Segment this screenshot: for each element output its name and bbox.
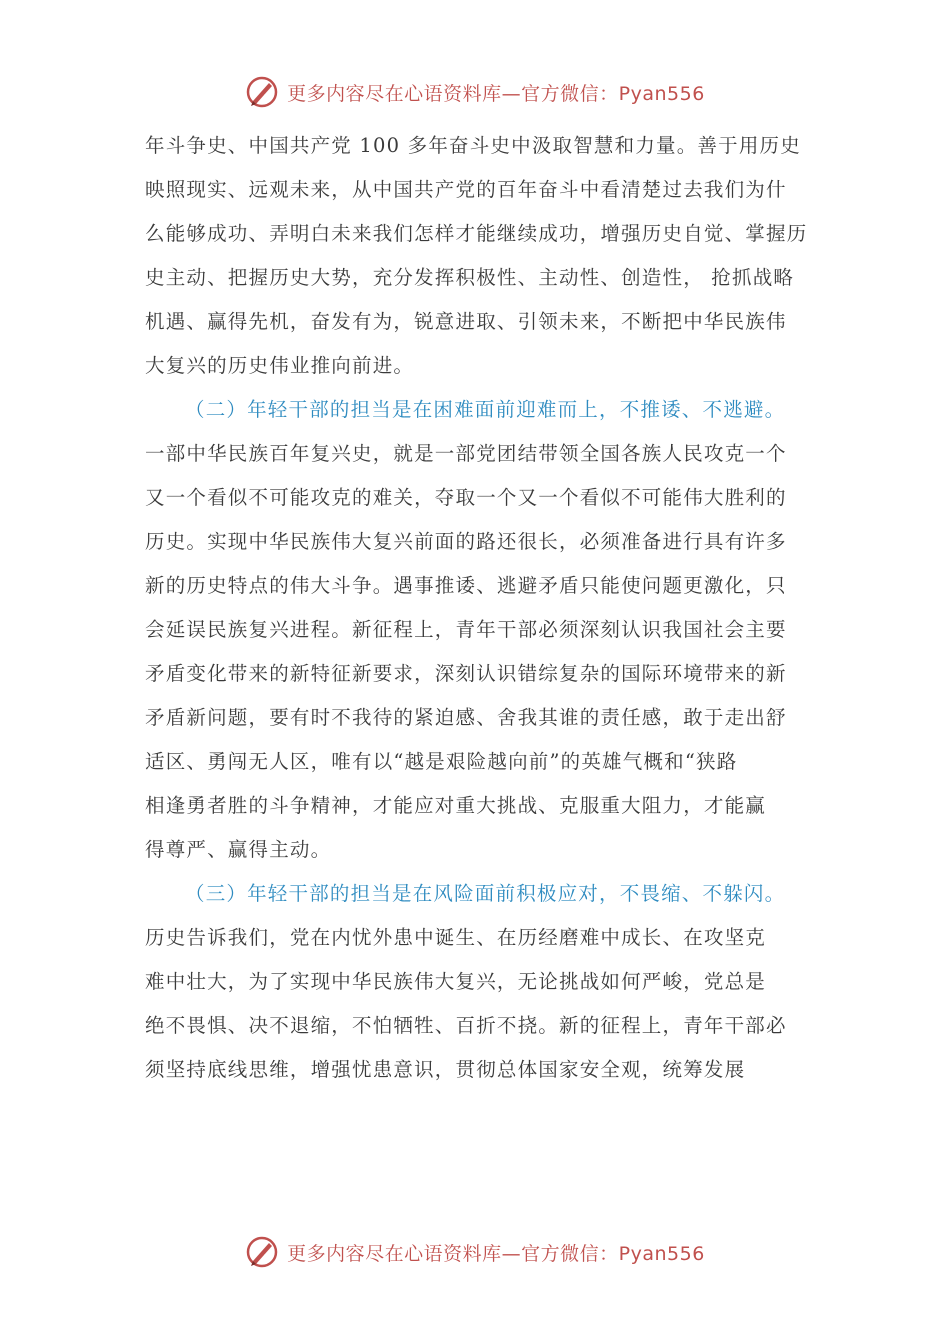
pen-seal-logo-icon xyxy=(245,1235,279,1269)
document-body xyxy=(145,124,825,1092)
text-line: 新的历史特点的伟大斗争。遇事推诿、逃避矛盾只能使问题更激化，只 xyxy=(145,574,787,597)
text-line: 历史告诉我们，党在内忧外患中诞生、在历经磨难中成长、在攻坚克 xyxy=(145,926,767,949)
section-heading-3: （三）年轻干部的担当是在风险面前积极应对，不畏缩、不躲闪。 xyxy=(185,882,786,905)
text-line: 映照现实、远观未来，从中国共产党的百年奋斗中看清楚过去我们为什 xyxy=(145,178,787,201)
header-banner-text: 更多内容尽在心语资料库—官方微信：Pyan556 xyxy=(287,82,705,105)
text-line: 史主动、把握历史大势，充分发挥积极性、主动性、创造性， 抢抓战略 xyxy=(145,266,795,289)
header-banner xyxy=(0,72,950,112)
text-line: 机遇、赢得先机，奋发有为，锐意进取、引领未来，不断把中华民族伟 xyxy=(145,310,787,333)
text-line: 又一个看似不可能攻克的难关，夺取一个又一个看似不可能伟大胜利的 xyxy=(145,486,787,509)
section-heading-2: （二）年轻干部的担当是在困难面前迎难而上，不推诿、不逃避。 xyxy=(185,398,786,421)
text-line: 么能够成功、弄明白未来我们怎样才能继续成功，增强历史自觉、掌握历 xyxy=(145,222,808,245)
text-line: 适区、勇闯无人区，唯有以“越是艰险越向前”的英雄气概和“狭路 xyxy=(145,750,738,773)
text-line: 绝不畏惧、决不退缩，不怕牺牲、百折不挠。新的征程上，青年干部必 xyxy=(145,1014,787,1037)
text-line: 难中壮大，为了实现中华民族伟大复兴，无论挑战如何严峻，党总是 xyxy=(145,970,767,993)
footer-banner-text: 更多内容尽在心语资料库—官方微信：Pyan556 xyxy=(287,1242,705,1265)
pen-seal-logo-icon xyxy=(245,75,279,109)
text-line: 年斗争史、中国共产党 100 多年奋斗史中汲取智慧和力量。善于用历史 xyxy=(145,134,801,157)
text-line: 历史。实现中华民族伟大复兴前面的路还很长，必须准备进行具有许多 xyxy=(145,530,787,553)
text-line: 得尊严、赢得主动。 xyxy=(145,838,332,861)
text-line: 会延误民族复兴进程。新征程上，青年干部必须深刻认识我国社会主要 xyxy=(145,618,787,641)
footer-banner xyxy=(0,1232,950,1272)
text-line: 矛盾变化带来的新特征新要求，深刻认识错综复杂的国际环境带来的新 xyxy=(145,662,787,685)
text-line: 矛盾新问题，要有时不我待的紧迫感、舍我其谁的责任感，敢于走出舒 xyxy=(145,706,787,729)
text-line: 大复兴的历史伟业推向前进。 xyxy=(145,354,415,377)
text-line: 相逢勇者胜的斗争精神，才能应对重大挑战、克服重大阻力，才能赢 xyxy=(145,794,767,817)
text-line: 一部中华民族百年复兴史，就是一部党团结带领全国各族人民攻克一个 xyxy=(145,442,787,465)
text-line: 须坚持底线思维，增强忧患意识，贯彻总体国家安全观，统筹发展 xyxy=(145,1058,746,1081)
